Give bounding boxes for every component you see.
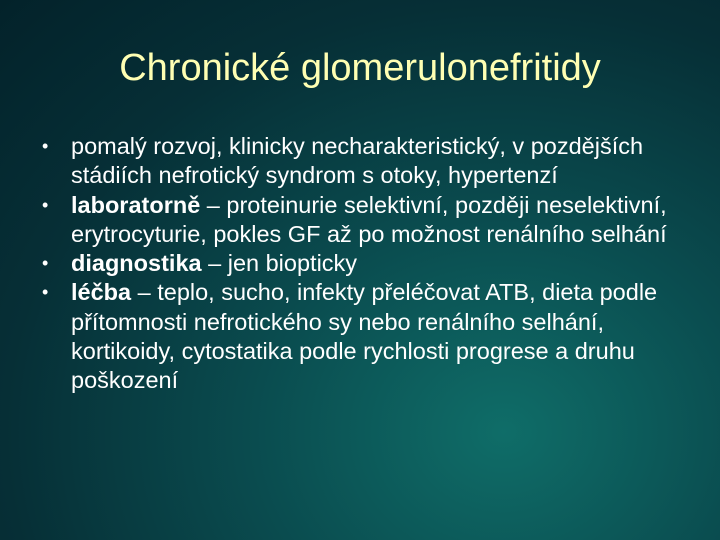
bullet-bold-label: diagnostika (71, 250, 202, 277)
bullet-bold-label: laboratorně (71, 191, 201, 218)
bullet-icon: • (42, 282, 49, 303)
bullet-icon: • (42, 194, 49, 215)
bullet-item (42, 278, 682, 395)
bullet-text: – jen biopticky (201, 250, 358, 277)
bullet-text: – proteinurie selektivní, později neselektivní, erytrocyturie, pokles GF až po možnost renálního selhání (71, 191, 667, 247)
bullet-icon: • (42, 253, 49, 274)
bullet-item (42, 132, 682, 191)
bullet-item (42, 191, 682, 250)
slide-title: Chronické glomerulonefritidy (119, 47, 601, 89)
bullet-text: – teplo, sucho, infekty přeléčovat ATB, dieta podle přítomnosti nefrotického sy nebo renálního selhání, kortikoidy, cytostatika podle rychlosti progrese a druhu poškození (71, 279, 658, 394)
bullet-icon: • (42, 136, 49, 156)
bullet-list (42, 132, 682, 396)
bullet-bold-label: léčba (71, 279, 132, 306)
bullet-item (42, 249, 682, 278)
bullet-text: pomalý rozvoj, klinicky necharakteristický, v pozdějších stádiích nefrotický syndrom s otoky, hypertenzí (71, 133, 644, 189)
